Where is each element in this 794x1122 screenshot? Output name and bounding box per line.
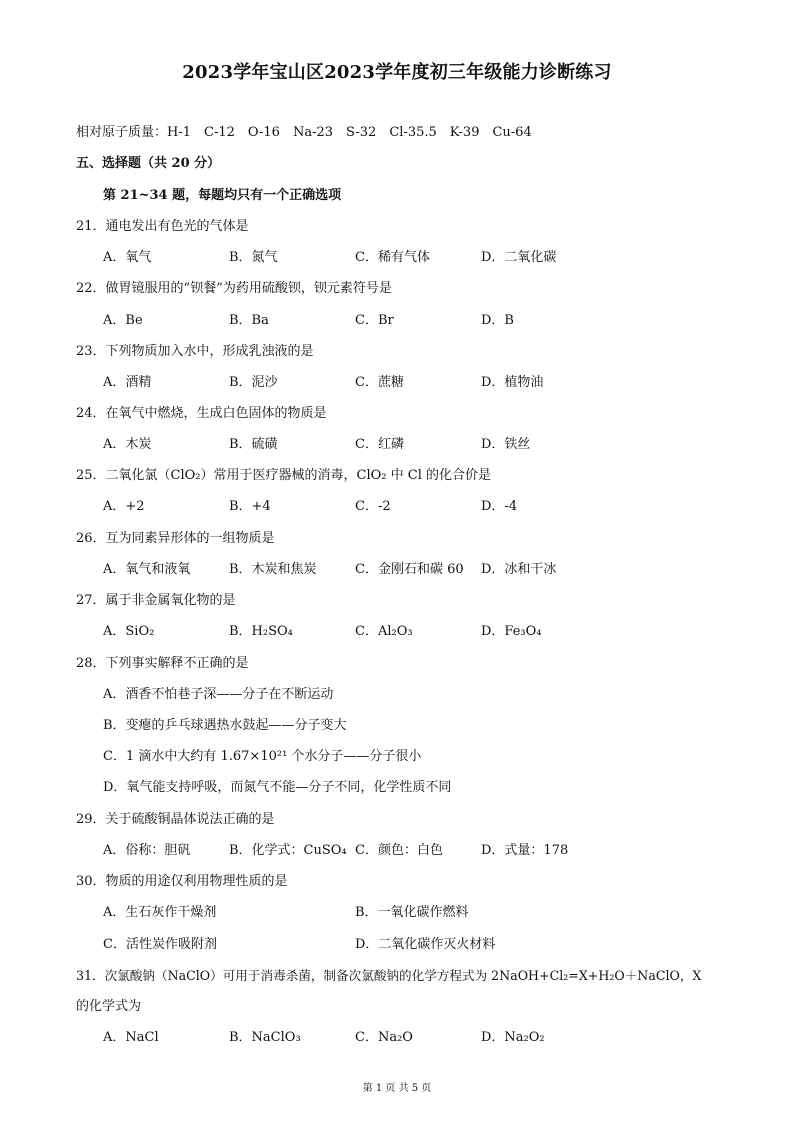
q27-option-c: C．Al₂O₃ [355,624,413,639]
q21-option-b: B．氮气 [229,250,278,265]
q22-option-c: C．Br [355,313,394,328]
q29-option-a: A．俗称：胆矾 [103,843,191,858]
q27-option-b: B．H₂SO₄ [229,624,293,639]
page-title: 2023学年宝山区2023学年度初三年级能力诊断练习 [182,62,612,83]
page-footer: 第 1 页 共 5 页 [362,1083,432,1094]
question-25-stem: 25．二氧化氯（ClO₂）常用于医疗器械的消毒，ClO₂ 中 Cl 的化合价是 [76,468,491,483]
q23-option-a: A．酒精 [103,375,152,390]
q21-option-c: C．稀有气体 [355,250,430,265]
q24-option-c: C．红磷 [355,437,404,452]
question-23-stem: 23．下列物质加入水中，形成乳浊液的是 [76,344,314,359]
q26-option-b: B．木炭和焦炭 [229,562,317,577]
atomic-mass-line: 相对原子质量：H-1 C-12 O-16 Na-23 S-32 Cl-35.5 K-39 Cu-64 [76,125,532,140]
q28-option-d: D．氧气能支持呼吸，而氮气不能—分子不同，化学性质不同 [103,780,452,795]
q25-option-c: C．-2 [355,499,391,514]
q27-option-d: D．Fe₃O₄ [481,624,542,639]
question-31-stem-continued: 的化学式为 [76,999,142,1014]
q22-option-a: A．Be [103,313,143,328]
q30-option-c: C．活性炭作吸附剂 [103,937,217,952]
q26-option-d: D．冰和干冰 [481,562,557,577]
question-30-stem: 30．物质的用途仅利用物理性质的是 [76,874,288,889]
q24-option-a: A．木炭 [103,437,152,452]
question-21-stem: 21．通电发出有色光的气体是 [76,219,249,234]
q21-option-d: D．二氧化碳 [481,250,557,265]
q27-option-a: A．SiO₂ [103,624,155,639]
q25-option-d: D．-4 [481,499,518,514]
q23-option-b: B．泥沙 [229,375,278,390]
q22-option-d: D．B [481,313,514,328]
q25-option-a: A．+2 [103,499,145,514]
q29-option-d: D．式量：178 [481,843,569,858]
q28-option-b: B．变瘪的乒乓球遇热水鼓起——分子变大 [103,718,347,733]
q26-option-c: C．金刚石和碳 60 [355,562,464,577]
q31-option-d: D．Na₂O₂ [481,1030,545,1045]
section-heading: 五、选择题（共 20 分） [76,156,221,171]
q23-option-c: C．蔗糖 [355,375,404,390]
q29-option-c: C．颜色：白色 [355,843,443,858]
question-24-stem: 24．在氧气中燃烧，生成白色固体的物质是 [76,406,327,421]
q24-option-d: D．铁丝 [481,437,531,452]
q25-option-b: B．+4 [229,499,271,514]
q31-option-a: A．NaCl [103,1030,159,1045]
section-instruction: 第 21~34 题，每题均只有一个正确选项 [103,188,342,203]
q29-option-b: B．化学式：CuSO₄ [229,843,347,858]
q30-option-d: D．二氧化碳作灭火材料 [355,937,496,952]
q30-option-b: B．一氧化碳作燃料 [355,905,469,920]
question-31-stem: 31．次氯酸钠（NaClO）可用于消毒杀菌，制备次氯酸钠的化学方程式为 2NaOH+Cl₂=X+H₂O＋NaClO，X [76,968,702,983]
question-28-stem: 28．下列事实解释不正确的是 [76,656,249,671]
q28-option-c: C．1 滴水中大约有 1.67×10²¹ 个水分子——分子很小 [103,749,422,764]
q26-option-a: A．氧气和液氧 [103,562,191,577]
question-22-stem: 22．做胃镜服用的“钡餐”为药用硫酸钡，钡元素符号是 [76,281,392,296]
q31-option-c: C．Na₂O [355,1030,413,1045]
question-29-stem: 29．关于硫酸铜晶体说法正确的是 [76,812,275,827]
question-26-stem: 26．互为同素异形体的一组物质是 [76,531,275,546]
q31-option-b: B．NaClO₃ [229,1030,301,1045]
q21-option-a: A．氧气 [103,250,152,265]
q28-option-a: A．酒香不怕巷子深——分子在不断运动 [103,687,334,702]
question-27-stem: 27．属于非金属氧化物的是 [76,593,236,608]
q22-option-b: B．Ba [229,313,269,328]
q23-option-d: D．植物油 [481,375,544,390]
q24-option-b: B．硫磺 [229,437,278,452]
q30-option-a: A．生石灰作干燥剂 [103,905,217,920]
